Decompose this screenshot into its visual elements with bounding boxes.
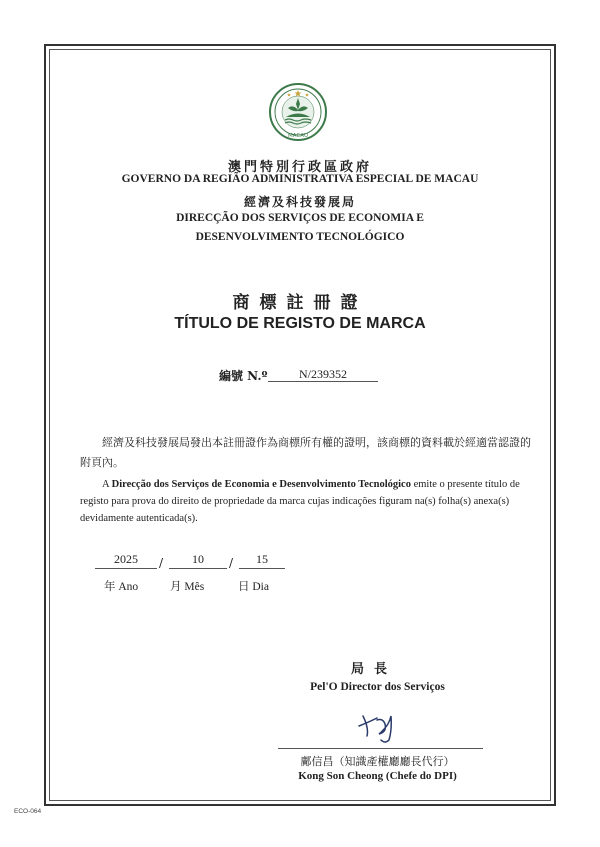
- date-separator-2: /: [229, 556, 234, 570]
- registration-number: N/239352: [268, 367, 378, 382]
- date-separator-1: /: [159, 556, 164, 570]
- month-label: 月 Mês: [170, 581, 205, 593]
- government-cn: 澳門特別行政區政府: [227, 160, 372, 175]
- director-title-cn: 局長: [350, 662, 397, 677]
- paragraph-pt-rest: emite o presente título de registo para prova do direito de propriedade da marca cujas indicações figuram na(s) folha(s) anexa(s) devidamente autenticada(s).: [80, 479, 520, 524]
- day-label: 日 Dia: [238, 581, 269, 593]
- title-pt: TÍTULO DE REGISTO DE MARCA: [174, 315, 426, 332]
- registration-label: 編號 N.º: [219, 369, 268, 383]
- signature-line: [278, 748, 483, 749]
- emblem-text: MACAU: [287, 133, 309, 139]
- form-code: ECO-064: [14, 808, 42, 815]
- department-pt-line1: DIRECÇÃO DOS SERVIÇOS DE ECONOMIA E: [176, 212, 424, 224]
- date-year: 2025: [95, 552, 157, 569]
- paragraph-pt: [80, 476, 535, 527]
- paragraph-cn: 經濟及科技發展局發出本註冊證作為商標所有權的證明，該商標的資料載於經適當認證的附頁內。: [80, 436, 531, 469]
- signature: [355, 706, 401, 746]
- signatory-name-pt: Kong Son Cheong (Chefe do DPI): [298, 770, 457, 782]
- date-month: 10: [169, 552, 227, 569]
- paragraph-pt-prefix: A: [102, 479, 112, 490]
- department-pt-line2: DESENVOLVIMENTO TECNOLÓGICO: [195, 231, 405, 243]
- government-pt: GOVERNO DA REGIÃO ADMINISTRATIVA ESPECIAL DE MACAU: [121, 173, 479, 185]
- paragraph-pt-bold: Direcção dos Serviços de Economia e Desenvolvimento Tecnológico: [111, 479, 411, 490]
- date-day: 15: [239, 552, 285, 569]
- year-label: 年 Ano: [104, 581, 139, 593]
- signatory-name-cn: 鄺信昌（知識產權廳廳長代行）: [300, 755, 455, 768]
- director-title-pt: Pel'O Director dos Serviços: [310, 681, 445, 693]
- department-cn: 經濟及科技發展局: [243, 195, 356, 209]
- title-cn: 商標註冊證: [232, 293, 368, 313]
- macau-emblem: [268, 82, 328, 142]
